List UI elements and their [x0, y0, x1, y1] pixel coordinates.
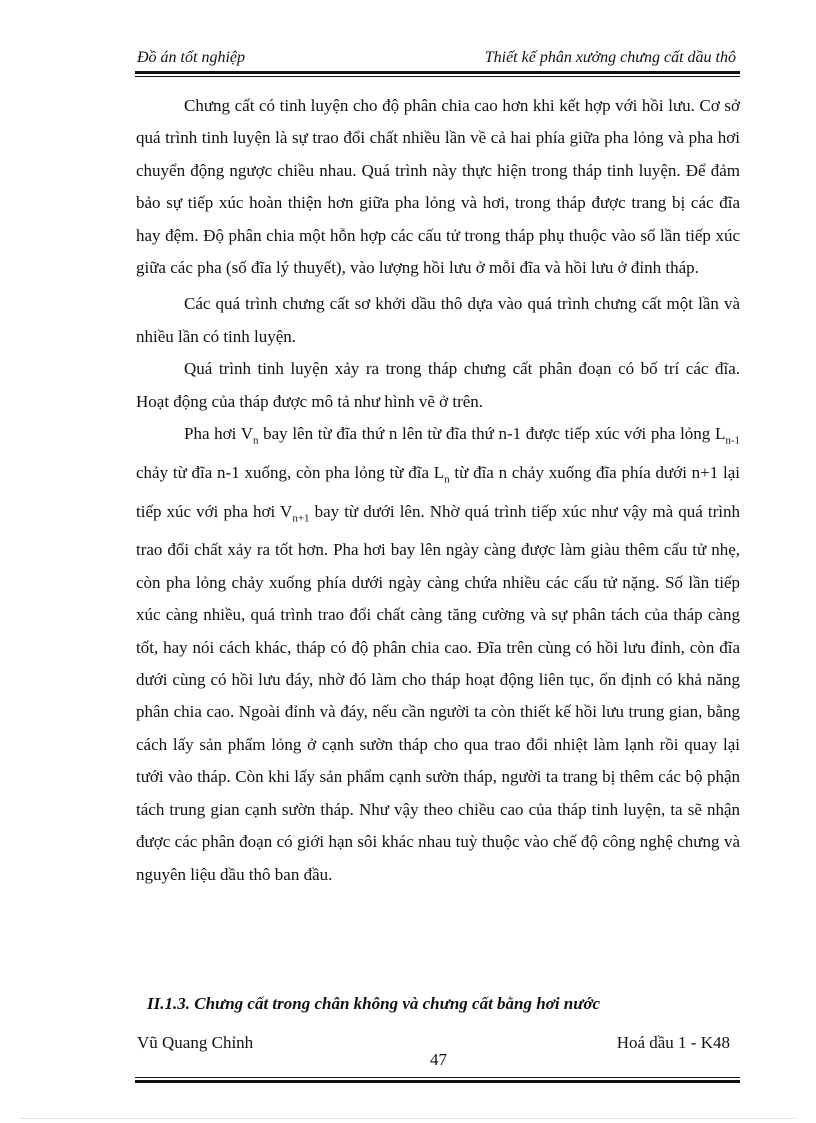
footer-thin-rule — [135, 1077, 740, 1078]
p4-sub-3: n — [444, 473, 450, 486]
paragraph-3: Quá trình tinh luyện xảy ra trong tháp chưng cất phân đoạn có bố trí các đĩa. Hoạt động của tháp được mô tả như hình vẽ ở trên. — [136, 359, 740, 411]
section-heading: II.1.3. Chưng cất trong chân không và chưng cất bằng hơi nước — [147, 994, 601, 1013]
header-left-title: Đồ án tốt nghiệp — [137, 49, 245, 66]
body-text — [136, 90, 740, 891]
footer-author: Vũ Quang Chỉnh — [137, 1033, 254, 1052]
p4-text-1: Pha hơi V — [184, 424, 253, 444]
p4-text-5: bay từ dưới lên. Nhờ quá trình tiếp xúc như vậy mà quá trình trao đổi chất xảy ra tốt hơn. Pha hơi bay lên ngày càng được làm giàu thêm cấu tử nhẹ, còn pha lỏng chảy xuống phía dưới ngày càng chứa nhiều các cấu tử nặng. Số lần tiếp xúc càng nhiều, quá trình trao đổi chất càng tăng cường và sự phân tách của tháp càng tốt, hay nói cách khác, tháp có độ phân chia cao. Đĩa trên cùng có hồi lưu đỉnh, còn đĩa dưới cùng có hồi lưu đáy, nhờ đó làm cho tháp hoạt động liên tục, ổn định có khả năng phân chia cao. Ngoài đỉnh và đáy, nếu cần người ta còn thiết kế hồi lưu trung gian, bằng cách lấy sản phẩm lỏng ở cạnh sườn tháp cho qua trao đổi nhiệt làm lạnh rồi quay lại tưới vào tháp. Còn khi lấy sản phẩm cạnh sườn tháp, người ta trang bị thêm các bộ phận tách trung gian cạnh sườn tháp. Như vậy theo chiều cao của tháp tinh luyện, ta sẽ nhận được các phân đoạn có giới hạn sôi khác nhau tuỳ thuộc vào chế độ công nghệ chưng và nguyên liệu dầu thô ban đầu. — [136, 501, 740, 884]
page-number: 47 — [430, 1050, 447, 1069]
header-thin-rule — [135, 76, 740, 77]
paragraph-4 — [136, 418, 740, 891]
p4-text-2: bay lên từ đĩa thứ n lên từ đĩa thứ n-1 được tiếp xúc với pha lỏng L — [258, 424, 726, 444]
p4-sub-1: n — [252, 434, 259, 447]
page-edge-divider — [20, 1118, 796, 1119]
header-right-title: Thiết kế phân xưởng chưng cất dầu thô — [484, 49, 736, 66]
footer-class: Hoá dầu 1 - K48 — [616, 1033, 730, 1052]
p4-sub-2: n-1 — [725, 434, 740, 447]
p4-text-4: từ đĩa n chảy xuống đĩa phía dưới n+1 lại tiếp xúc với pha hơi V — [136, 462, 740, 521]
p4-sub-4: n+1 — [292, 512, 310, 525]
header-thick-rule — [135, 71, 740, 74]
p4-text-3: chảy từ đĩa n-1 xuống, còn pha lỏng từ đĩa L — [136, 462, 445, 482]
paragraph-2: Các quá trình chưng cất sơ khởi dầu thô dựa vào quá trình chưng cất một lần và nhiều lần có tinh luyện. — [136, 294, 740, 346]
footer-thick-rule — [135, 1080, 740, 1083]
paragraph-1: Chưng cất có tinh luyện cho độ phân chia cao hơn khi kết hợp với hồi lưu. Cơ sở quá trình tinh luyện là sự trao đổi chất nhiều lần về cả hai phía giữa pha lỏng và pha hơi chuyển động ngược chiều nhau. Quá trình này thực hiện trong tháp tinh luyện. Để đảm bảo sự tiếp xúc hoàn thiện hơn giữa pha lỏng và hơi, trong tháp được trang bị các đĩa hay đệm. Độ phân chia một hỗn hợp các cấu tử trong tháp phụ thuộc vào số lần tiếp xúc giữa các pha (số đĩa lý thuyết), vào lượng hồi lưu ở mỗi đĩa và hồi lưu ở đỉnh tháp. — [136, 96, 740, 278]
